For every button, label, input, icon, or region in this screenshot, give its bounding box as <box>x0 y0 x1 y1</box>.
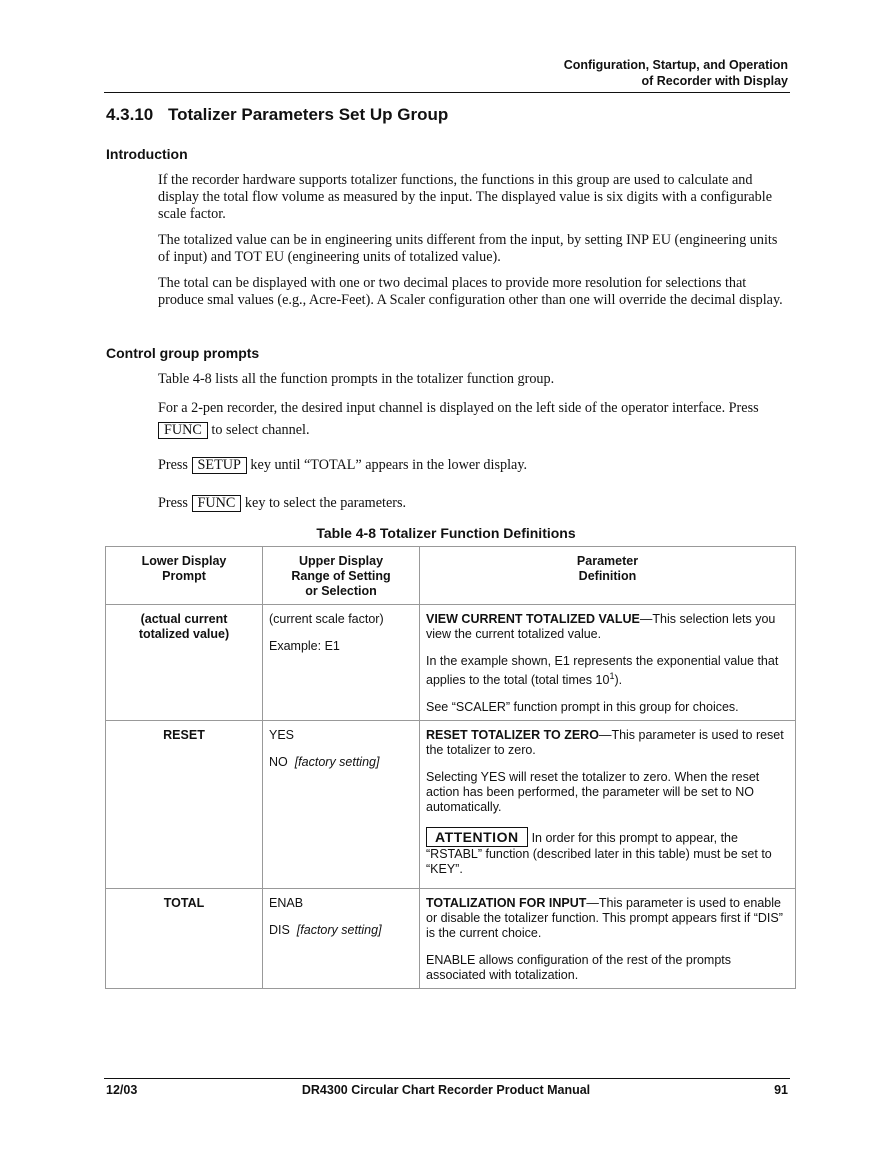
control-heading: Control group prompts <box>106 345 260 361</box>
definition-cell <box>420 721 796 889</box>
definition-paragraph: Selecting YES will reset the totalizer to zero. When the reset action has been performed, the parameter will be set to NO automatically. <box>426 770 760 815</box>
definition-lead: RESET TOTALIZER TO ZERO <box>426 728 599 743</box>
page-number: 91 <box>774 1083 788 1097</box>
range-cell <box>263 605 420 721</box>
definition-paragraph: ENABLE allows configuration of the rest of the prompts associated with totalization. <box>426 953 732 983</box>
range-value: YES <box>269 728 295 743</box>
header-line-1: Configuration, Startup, and Operation <box>563 58 788 72</box>
prompt-text: totalized value) <box>138 627 230 641</box>
section-number: 4.3.10 <box>106 105 154 124</box>
exponent: 1 <box>609 671 615 681</box>
table-row <box>106 721 796 889</box>
definition-text: In order for this prompt to appear, the “RSTABL” function (described later in this table) must be set to “KEY”. <box>426 831 772 877</box>
header-parameter-definition <box>420 547 796 605</box>
control-paragraph-2-end: to select channel. <box>211 422 310 438</box>
table-header-row <box>106 547 796 605</box>
range-value: (current scale factor) <box>269 612 384 626</box>
range-option: DIS <box>269 923 290 938</box>
range-value: ENAB <box>269 896 304 911</box>
footer-date: 12/03 <box>106 1083 138 1097</box>
prompt-text: RESET <box>163 728 205 743</box>
control-paragraph-3-end: key until “TOTAL” appears in the lower display. <box>250 457 528 473</box>
header-text: Parameter <box>576 554 639 568</box>
factory-setting-note: [factory setting] <box>294 755 380 770</box>
control-paragraph-4 <box>158 495 783 512</box>
intro-paragraph-3: The total can be displayed with one or two decimal places to provide more resolution for selections that produce smal values (e.g., Acre-Feet). A Scaler configuration other than one will override the decimal display. <box>158 275 783 308</box>
control-paragraph-4-end: key to select the parameters. <box>244 495 407 511</box>
range-value: Example: E1 <box>269 639 340 653</box>
definition-lead: TOTALIZATION FOR INPUT <box>426 896 587 911</box>
section-title <box>106 105 448 125</box>
intro-heading: Introduction <box>106 146 188 162</box>
definition-paragraph: See “SCALER” function prompt in this group for choices. <box>426 700 739 715</box>
definition-cell <box>420 889 796 989</box>
func-key-box: FUNC <box>192 495 242 512</box>
definition-text: ). <box>614 673 623 688</box>
range-option: NO <box>269 755 288 770</box>
definition-paragraph <box>426 612 789 642</box>
press-label: Press <box>158 495 188 511</box>
prompt-cell <box>106 721 263 889</box>
attention-badge: ATTENTION <box>426 827 528 847</box>
control-paragraph-2-text: For a 2-pen recorder, the desired input channel is displayed on the left side of the operator interface. Press <box>158 400 759 416</box>
range-value <box>269 755 413 770</box>
definition-text: —This parameter is used to reset the totalizer to zero. <box>426 728 784 758</box>
running-header <box>564 57 788 89</box>
table-caption: Table 4-8 Totalizer Function Definitions <box>316 525 576 541</box>
factory-setting-note: [factory setting] <box>296 923 382 938</box>
definition-text: —This selection lets you view the current totalized value. <box>426 612 776 641</box>
control-paragraph-3 <box>158 457 783 474</box>
definition-paragraph <box>426 654 789 688</box>
prompt-text: TOTAL <box>163 896 205 911</box>
section-title-text: Totalizer Parameters Set Up Group <box>168 105 449 124</box>
prompt-cell <box>106 605 263 721</box>
func-key-box: FUNC <box>158 422 208 439</box>
header-text: Lower Display <box>141 554 227 568</box>
header-text: Range of Setting <box>291 569 391 583</box>
press-label: Press <box>158 457 188 473</box>
table-row <box>106 605 796 721</box>
intro-paragraph-1: If the recorder hardware supports totalizer functions, the functions in this group are used to calculate and display the total flow volume as measured by the input. The displayed value is six digits with a configurable scale factor. <box>158 172 773 222</box>
prompt-text: (actual current <box>140 612 228 626</box>
control-paragraph-2 <box>158 397 783 441</box>
totalizer-function-table <box>105 546 796 989</box>
definition-cell <box>420 605 796 721</box>
table-row <box>106 889 796 989</box>
definition-paragraph <box>426 827 789 877</box>
prompt-cell <box>106 889 263 989</box>
header-text: or Selection <box>305 584 377 598</box>
header-upper-display-range <box>263 547 420 605</box>
setup-key-box: SETUP <box>192 457 247 474</box>
header-text: Prompt <box>162 569 206 583</box>
footer-manual-title: DR4300 Circular Chart Recorder Product Manual <box>301 1083 591 1097</box>
header-text: Definition <box>578 569 637 583</box>
definition-lead: VIEW CURRENT TOTALIZED VALUE <box>426 612 640 626</box>
definition-paragraph <box>426 728 789 758</box>
header-line-2: of Recorder with Display <box>641 74 788 88</box>
intro-paragraph-2: The totalized value can be in engineering units different from the input, by setting INP EU (engineering units of input) and TOT EU (engineering units of totalized value). <box>158 232 778 265</box>
header-rule <box>104 92 790 93</box>
range-cell <box>263 721 420 889</box>
range-value <box>269 923 413 938</box>
footer-rule <box>104 1078 790 1079</box>
header-lower-display-prompt <box>106 547 263 605</box>
range-cell <box>263 889 420 989</box>
control-paragraph-1: Table 4-8 lists all the function prompts in the totalizer function group. <box>158 371 555 387</box>
definition-text: In the example shown, E1 represents the exponential value that applies to the total (total times 10 <box>426 654 779 688</box>
definition-text: —This parameter is used to enable or disable the totalizer function. This prompt appears first if “DIS” is the current choice. <box>426 896 783 941</box>
header-text: Upper Display <box>298 554 384 568</box>
definition-paragraph <box>426 896 789 941</box>
